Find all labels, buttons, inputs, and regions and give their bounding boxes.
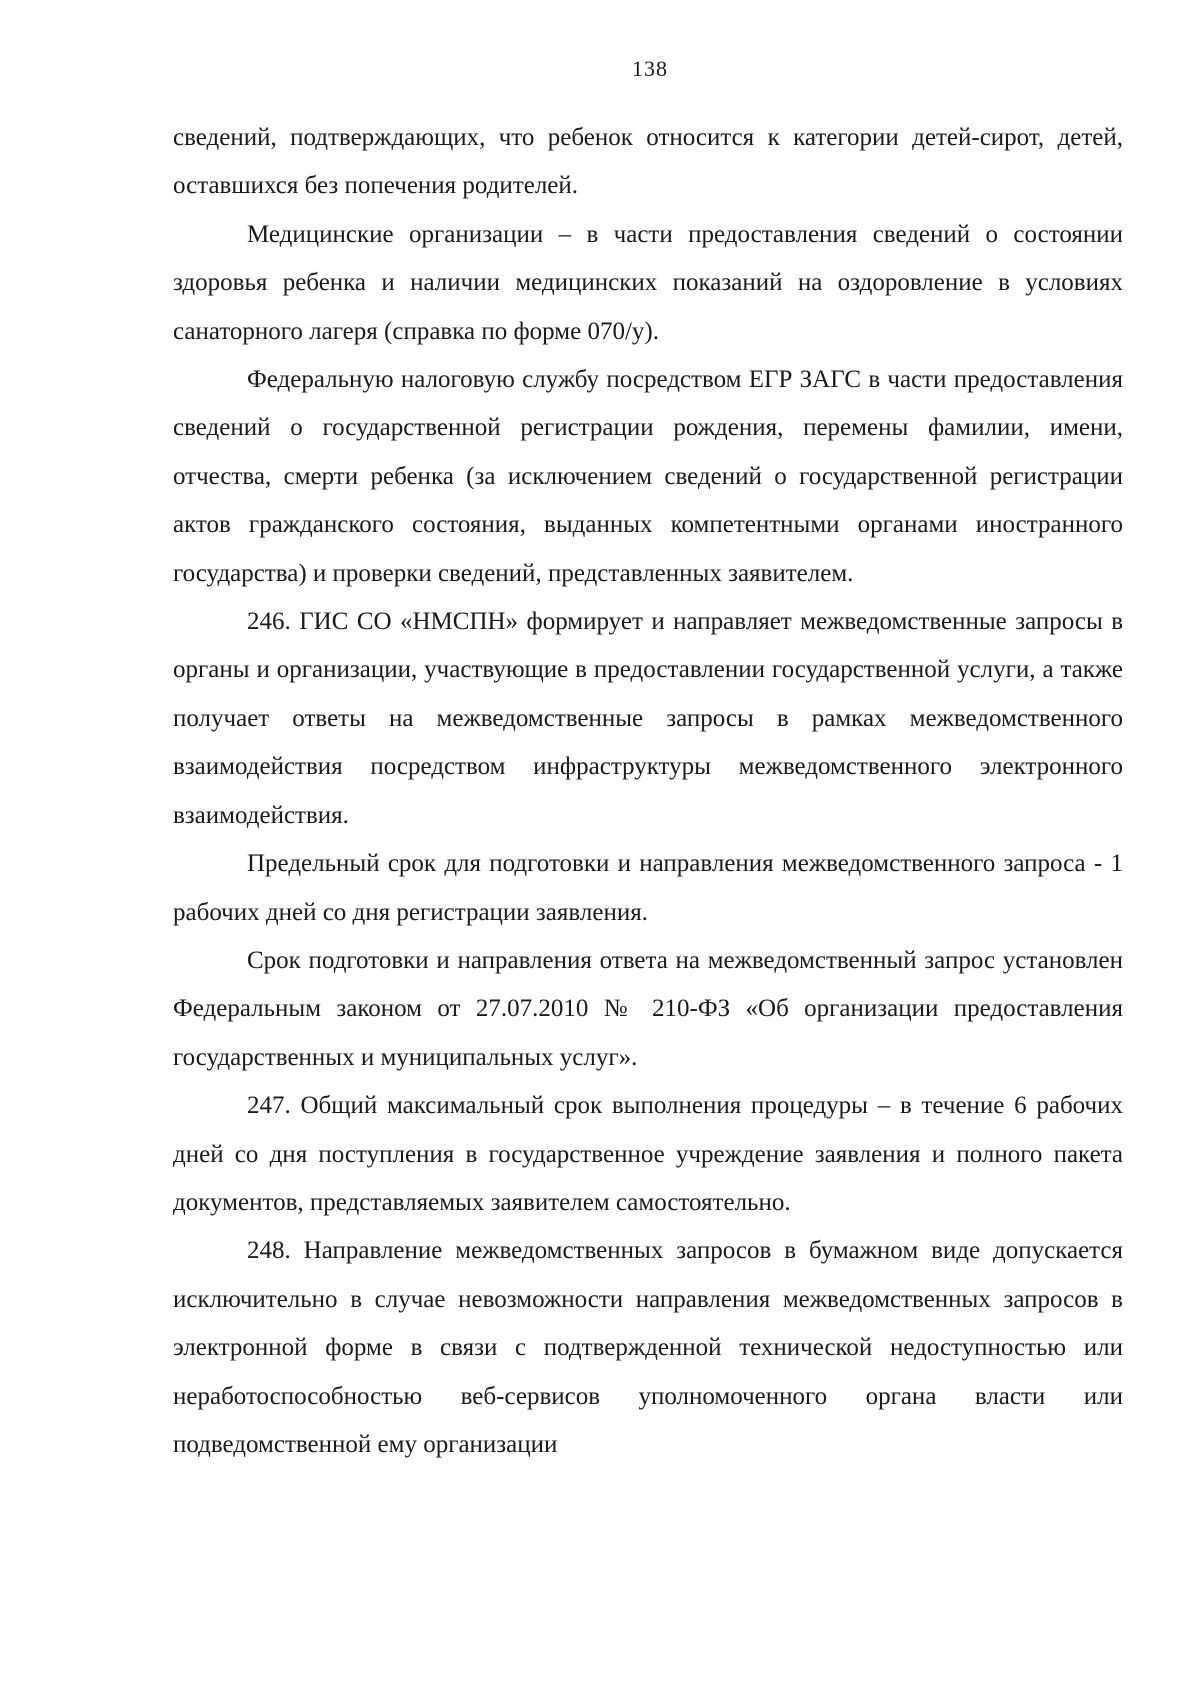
paragraph-medical-organizations: Медицинские организации – в части предоставления сведений о состоянии здоровья ребенка и наличии медицинских показаний на оздоровление в условиях санаторного лагеря (справка по форме 070/у). [173,220,1123,345]
paragraph-continuation: сведений, подтверждающих, что ребенок относится к категории детей-сирот, детей, оставшихся без попечения родителей. [173,124,1123,200]
document-body [173,114,1123,1469]
paragraph-request-deadline: Предельный срок для подготовки и направления межведомственного запроса - 1 рабочих дней со дня регистрации заявления. [173,850,1123,926]
page-number: 138 [632,56,668,81]
paragraph-item-248: 248. Направление межведомственных запросов в бумажном виде допускается исключительно в случае невозможности направления межведомственных запросов в электронной форме в связи с подтвержденной технической недоступностью или неработоспособностью веб-сервисов уполномоченного органа власти или подведомственной ему организации [173,1237,1123,1458]
paragraph-item-247: 247. Общий максимальный срок выполнения процедуры – в течение 6 рабочих дней со дня поступления в государственное учреждение заявления и полного пакета документов, представляемых заявителем самостоятельно. [173,1092,1123,1216]
paragraph-response-deadline: Срок подготовки и направления ответа на межведомственный запрос установлен Федеральным законом от 27.07.2010 № 210-ФЗ «Об организации предоставления государственных и муниципальных услуг». [173,946,1123,1071]
paragraph-item-246: 246. ГИС СО «НМСПН» формирует и направляет межведомственные запросы в органы и организации, участвующие в предоставлении государственной услуги, а также получает ответы на межведомственные запросы в рамках межведомственного взаимодействия посредством инфраструктуры межведомственного электронного взаимодействия. [173,608,1123,829]
paragraph-tax-service: Федеральную налоговую службу посредством ЕГР ЗАГС в части предоставления сведений о государственной регистрации рождения, перемены фамилии, имени, отчества, смерти ребенка (за исключением сведений о государственной регистрации актов гражданского состояния, выданных компетентными органами иностранного государства) и проверки сведений, представленных заявителем. [173,366,1123,587]
